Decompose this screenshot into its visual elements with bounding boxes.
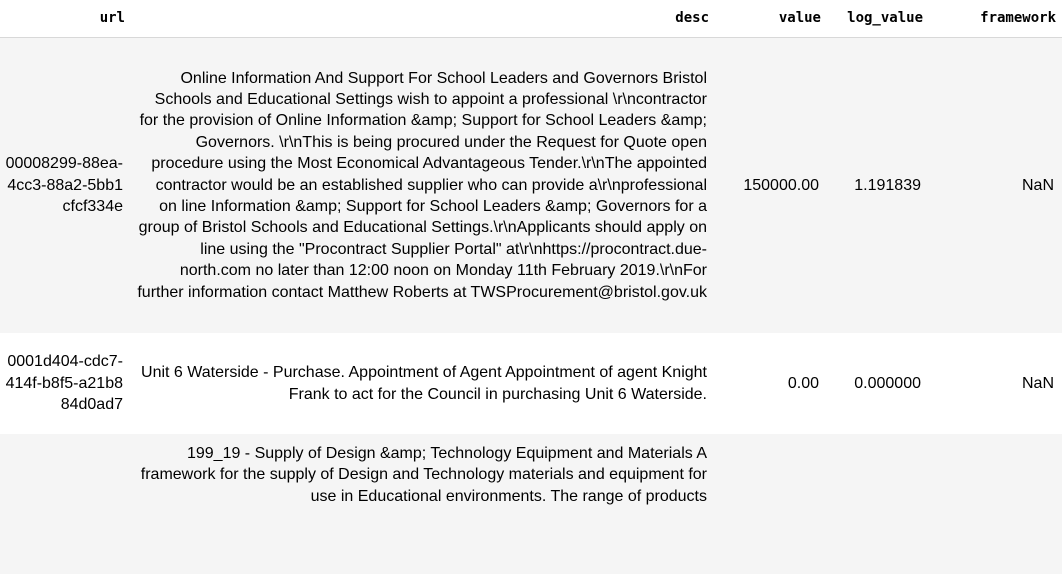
column-header-framework: framework [929, 0, 1062, 37]
cell-framework: NaN [929, 333, 1062, 434]
cell-log-value: 1.191839 [827, 37, 929, 333]
cell-value: 150000.00 [715, 37, 827, 333]
header-row [0, 0, 1062, 37]
cell-url: 00008299-88ea-4cc3-88a2-5bb1cfcf334e [0, 37, 131, 333]
cell-desc: 199_19 - Supply of Design &amp; Technology Equipment and Materials A framework for the supply of Design and Technology materials and equipment for use in Educational environments. The range of products [131, 434, 715, 574]
cell-log-value [827, 434, 929, 574]
cell-framework: NaN [929, 37, 1062, 333]
cell-desc: Online Information And Support For School Leaders and Governors Bristol Schools and Educational Settings wish to appoint a professional \r\ncontractor for the provision of Online Information &amp; Support for School Leaders &amp; Governors. \r\nThis is being procured under the Request for Quote open procedure using the Most Economical Advantageous Tender.\r\nThe appointed contractor would be an established supplier who can provide a\r\nprofessional on line Information &amp; Support for School Leaders &amp; Governors for a group of Bristol Schools and Educational Settings.\r\nApplicants should apply on line using the "Procontract Supplier Portal" at\r\nhttps://procontract.due-north.com no later than 12:00 noon on Monday 11th February 2019.\r\nFor further information contact Matthew Roberts at TWSProcurement@bristol.gov.uk [131, 37, 715, 333]
table-row [0, 37, 1062, 333]
column-header-log-value: log_value [827, 0, 929, 37]
cell-url: 0001d404-cdc7-414f-b8f5-a21b884d0ad7 [0, 333, 131, 434]
column-header-value: value [715, 0, 827, 37]
table-row [0, 333, 1062, 434]
table-row [0, 434, 1062, 574]
cell-url [0, 434, 131, 574]
cell-value: 0.00 [715, 333, 827, 434]
cell-log-value: 0.000000 [827, 333, 929, 434]
cell-desc: Unit 6 Waterside - Purchase. Appointment of Agent Appointment of agent Knight Frank to act for the Council in purchasing Unit 6 Waterside. [131, 333, 715, 434]
cell-value [715, 434, 827, 574]
column-header-desc: desc [131, 0, 715, 37]
cell-framework [929, 434, 1062, 574]
column-header-url: url [0, 0, 131, 37]
